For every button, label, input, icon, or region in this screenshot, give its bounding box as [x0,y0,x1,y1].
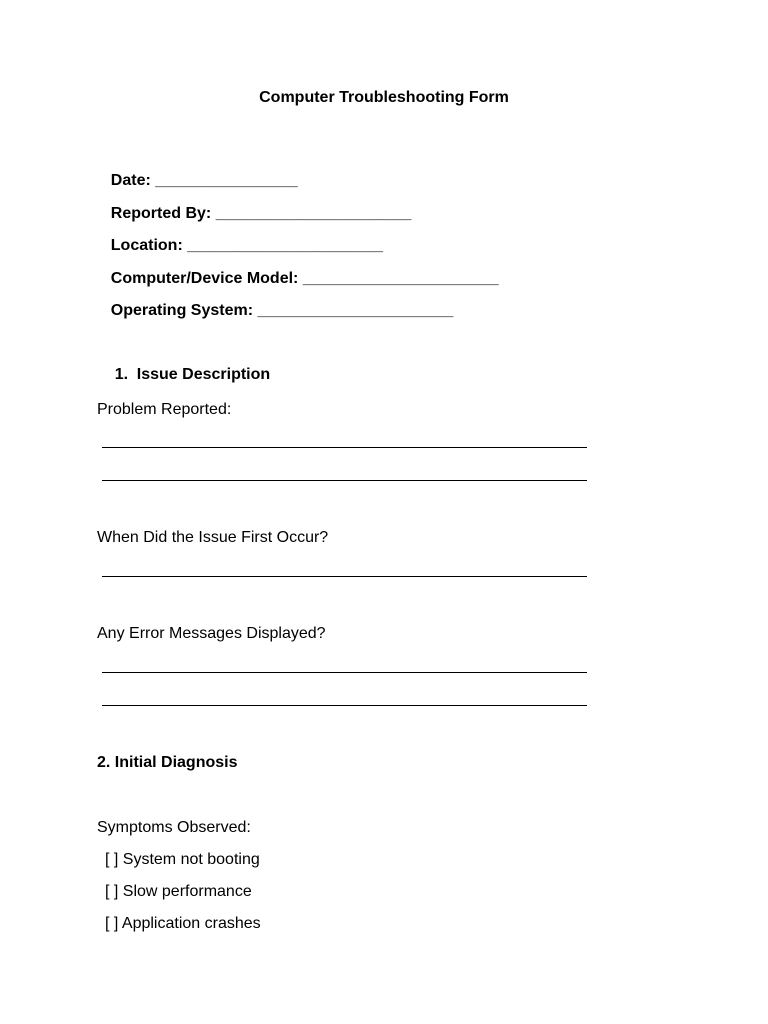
section1-heading [97,345,270,405]
problem-reported-label: Problem Reported: [97,401,232,418]
error-messages-label: Any Error Messages Displayed? [97,625,326,642]
reported-by-blank[interactable]: ______________________ [215,205,412,222]
location-label: Location: [110,237,183,254]
problem-reported-line-2[interactable] [102,480,587,481]
section2-heading: 2. Initial Diagnosis [97,754,238,771]
symptoms-label: Symptoms Observed: [97,819,251,836]
first-occur-label: When Did the Issue First Occur? [97,529,329,546]
operating-system-label: Operating System: [110,302,254,319]
problem-reported-line-1[interactable] [102,447,587,448]
date-blank[interactable]: ________________ [155,172,298,189]
first-occur-line[interactable] [102,576,587,577]
symptom-checkbox-slow-performance[interactable]: [ ] Slow performance [105,883,252,900]
section1-title: Issue Description [136,366,271,383]
symptom-checkbox-app-crashes[interactable]: [ ] Application crashes [105,915,261,932]
device-model-label: Computer/Device Model: [110,270,299,287]
error-messages-line-1[interactable] [102,672,587,673]
device-model-blank[interactable]: ______________________ [302,270,499,287]
symptom-checkbox-not-booting[interactable]: [ ] System not booting [105,851,260,868]
error-messages-line-2[interactable] [102,705,587,706]
date-label: Date: [110,172,151,189]
operating-system-blank[interactable]: ______________________ [257,302,454,319]
location-blank[interactable]: ______________________ [187,237,383,254]
section1-number: 1. [114,366,129,383]
form-title: Computer Troubleshooting Form [259,89,509,106]
operating-system-field [93,281,453,341]
reported-by-label: Reported By: [110,205,212,222]
